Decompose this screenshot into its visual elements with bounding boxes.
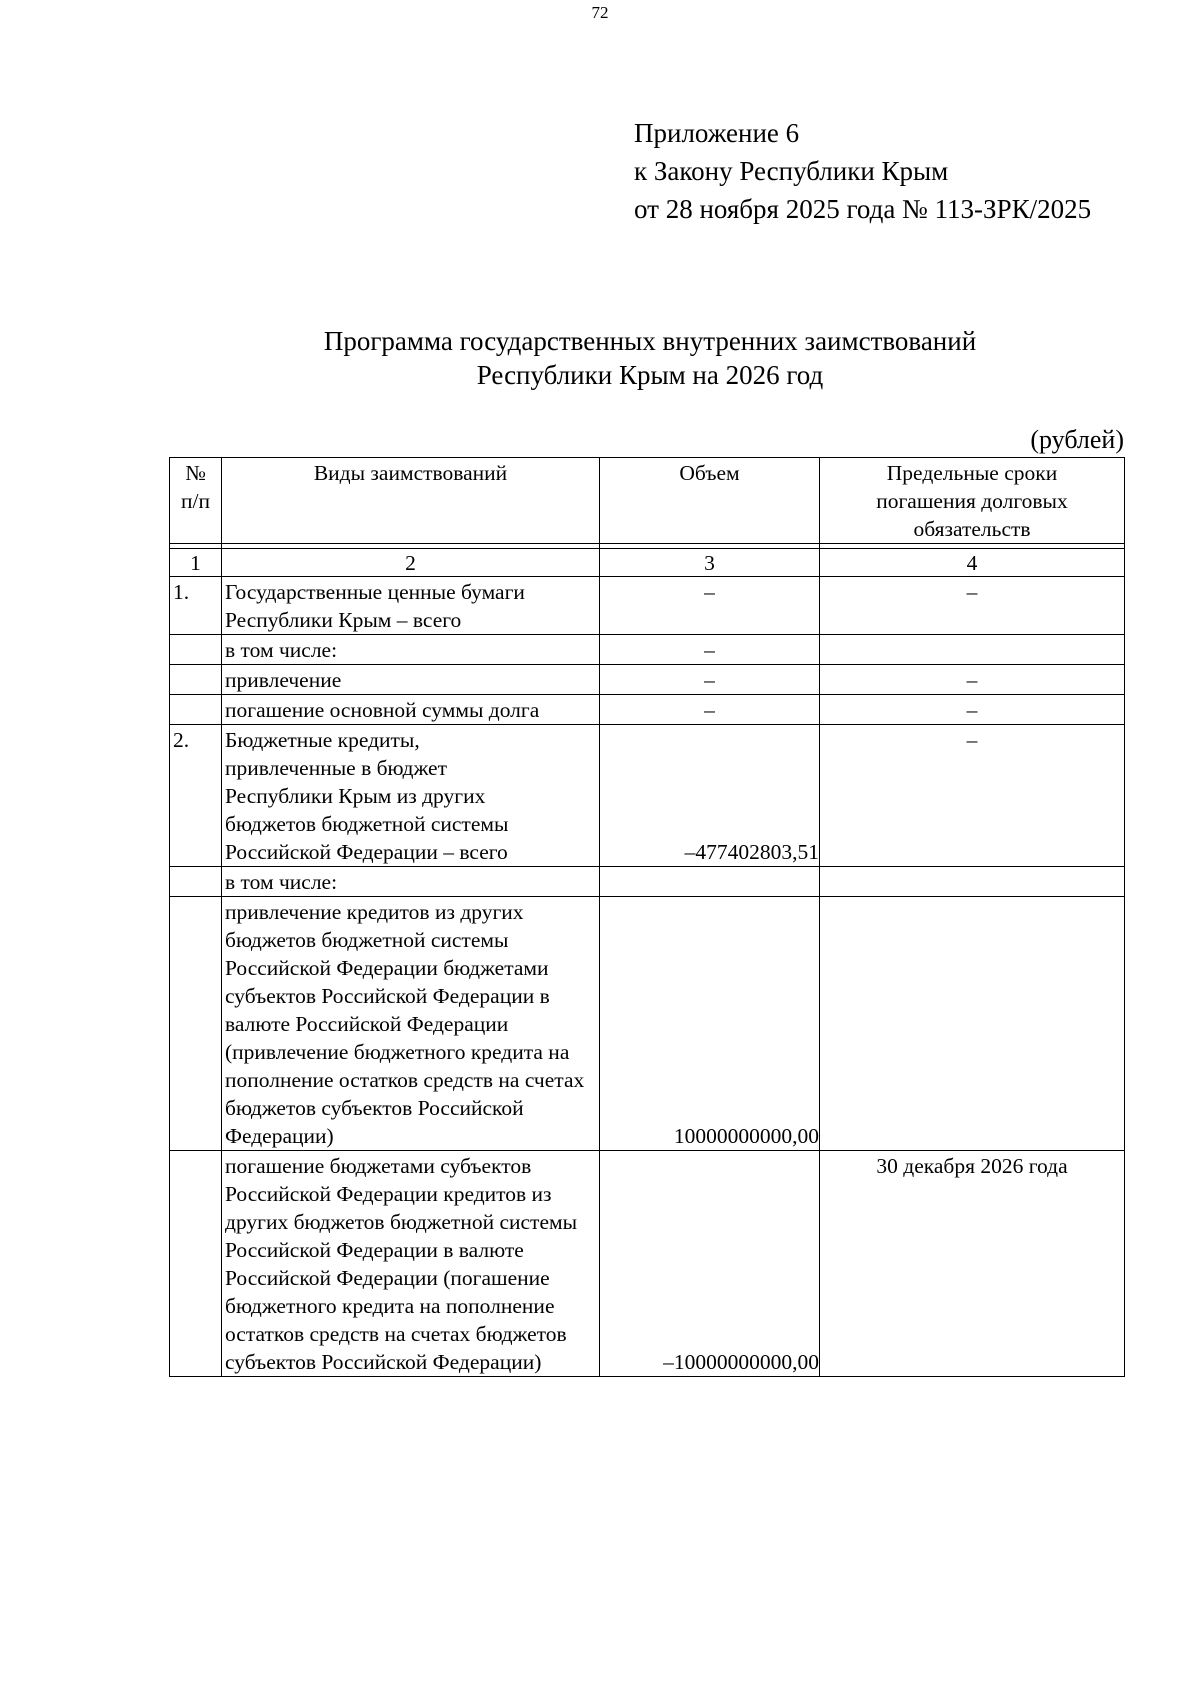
row-number: 2. <box>170 725 222 867</box>
appendix-line-1: Приложение 6 <box>634 118 800 148</box>
row-number <box>170 1151 222 1377</box>
table-row <box>170 665 1125 695</box>
deadline-value: – <box>820 577 1125 635</box>
volume-value: 10000000000,00 <box>600 897 820 1151</box>
row-number <box>170 867 222 897</box>
row-number: 1. <box>170 577 222 635</box>
table-row <box>170 725 1125 867</box>
column-number-row <box>170 549 1125 577</box>
volume-value: –10000000000,00 <box>600 1151 820 1377</box>
volume-value <box>600 867 820 897</box>
table-row <box>170 695 1125 725</box>
row-number <box>170 665 222 695</box>
table-header-row <box>170 458 1125 544</box>
table-row <box>170 867 1125 897</box>
document-title-line-1: Программа государственных внутренних заимствований <box>323 326 977 356</box>
deadline-value: – <box>820 725 1125 867</box>
row-number <box>170 897 222 1151</box>
header-borrowing-type: Виды заимствований <box>222 458 600 544</box>
volume-value: – <box>600 665 820 695</box>
volume-value: –477402803,51 <box>600 725 820 867</box>
header-volume: Объем <box>600 458 820 544</box>
row-number <box>170 635 222 665</box>
deadline-value <box>820 867 1125 897</box>
volume-value: – <box>600 635 820 665</box>
borrowing-type: погашение бюджетами субъектов Российской Федерации кредитов из других бюджетов бюджетной системы Российской Федерации в валюте Российской Федерации (погашение бюджетного кредита на пополнение остатков средств на счетах бюджетов субъектов Российской Федерации) <box>222 1151 600 1377</box>
appendix-line-2: к Закону Республики Крым <box>634 156 949 186</box>
borrowing-type: в том числе: <box>222 867 600 897</box>
volume-value: – <box>600 577 820 635</box>
appendix-reference <box>634 114 1091 228</box>
table-row <box>170 897 1125 1151</box>
header-number: № п/п <box>170 458 222 544</box>
borrowing-type: привлечение кредитов из других бюджетов бюджетной системы Российской Федерации бюджетами субъектов Российской Федерации в валюте Российской Федерации (привлечение бюджетного кредита на пополнение остатков средств на счетах бюджетов субъектов Российской Федерации) <box>222 897 600 1151</box>
deadline-value <box>820 897 1125 1151</box>
column-number: 1 <box>170 549 222 577</box>
column-number: 3 <box>600 549 820 577</box>
borrowing-type: погашение основной суммы долга <box>222 695 600 725</box>
column-number: 2 <box>222 549 600 577</box>
column-number: 4 <box>820 549 1125 577</box>
deadline-value: 30 декабря 2026 года <box>820 1151 1125 1377</box>
row-number <box>170 695 222 725</box>
deadline-value: – <box>820 695 1125 725</box>
borrowing-type: в том числе: <box>222 635 600 665</box>
deadline-value <box>820 635 1125 665</box>
volume-value: – <box>600 695 820 725</box>
table-row <box>170 1151 1125 1377</box>
document-title <box>170 324 1130 392</box>
borrowing-type: Государственные ценные бумаги Республики Крым – всего <box>222 577 600 635</box>
deadline-value: – <box>820 665 1125 695</box>
table-row <box>170 577 1125 635</box>
unit-label: (рублей) <box>1030 425 1124 454</box>
table-row <box>170 635 1125 665</box>
borrowing-type: привлечение <box>222 665 600 695</box>
document-title-line-2: Республики Крым на 2026 год <box>476 360 824 390</box>
borrowings-table <box>169 457 1125 1377</box>
page-number: 72 <box>591 3 609 22</box>
borrowing-type: Бюджетные кредиты, привлеченные в бюджет Республики Крым из других бюджетов бюджетной системы Российской Федерации – всего <box>222 725 600 867</box>
header-deadline: Предельные сроки погашения долговых обязательств <box>820 458 1125 544</box>
appendix-line-3: от 28 ноября 2025 года № 113-ЗРК/2025 <box>634 194 1092 224</box>
